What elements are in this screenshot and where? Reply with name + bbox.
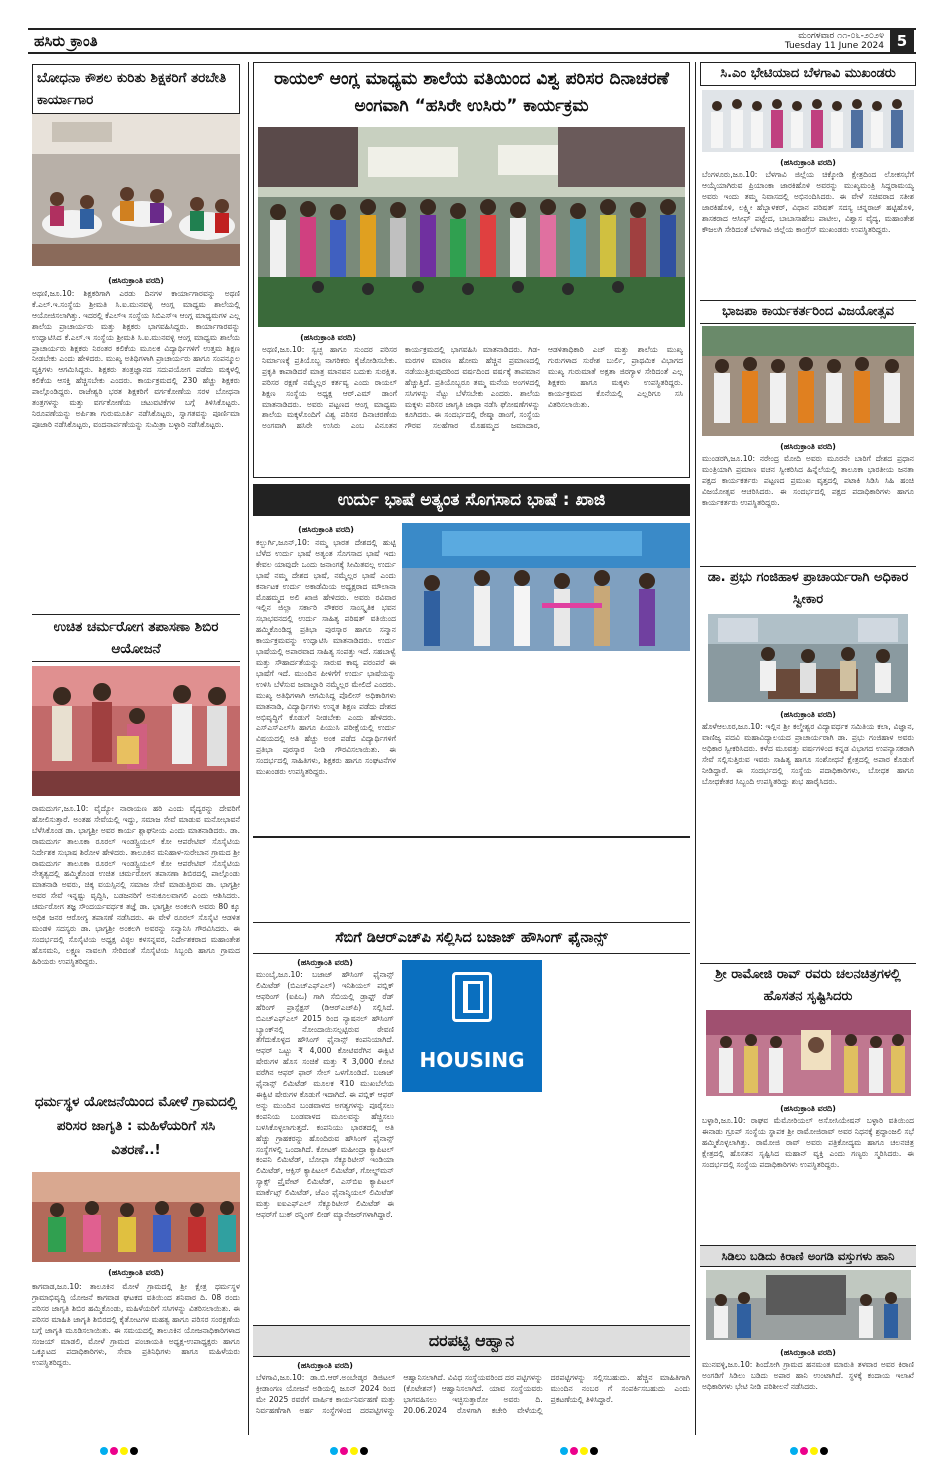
- article-body-col-b: [402, 658, 542, 828]
- tender-body: ಬೆಳಗಾವಿ,ಜೂ.10: ಡಾ.ಬಿ.ಆರ್.ಅಂಬೇಡ್ಕರ ಡಿಜಿಟಲ್ ಕ್ರೀಡಾಂಗಣ ಯೋಜನೆ ಅಡಿಯಲ್ಲಿ ಜೂನ್ 2024 ರಿಂದ ಮೇ 2025 ರವರೆಗೆ ವಾರ್ಷಿಕ ಕಾರ್ಯನಿರ್ವಹಣೆ ಮತ್ತು ನಿರ್ವಹಣೆಗಾಗಿ ಅರ್ಹ ಸಂಸ್ಥೆಗಳಿಂದ ದರಪಟ್ಟಿಗಳನ್ನು ಆಹ್ವಾನಿಸಲಾಗಿದೆ. ವಿವಿಧ ಸಂಸ್ಥೆಯವರಿಂದ ದರ ಪಟ್ಟಿಗಳನ್ನು (ಕೊಟೇಶನ್) ಆಹ್ವಾನಿಸಲಾಗಿದೆ. ಯಾವ ಸಂಸ್ಥೆಯವರು ಭಾಗವಹಿಸಲು ಇಚ್ಛಿಸುತ್ತಾರೋ ಅವರು ದಿ. 20.06.2024 ರೊಳಗಾಗಿ ಕಚೇರಿ ವೇಳೆಯಲ್ಲಿ ದರಪಟ್ಟಿಗಳನ್ನು ಸಲ್ಲಿಸಬಹುದು. ಹೆಚ್ಚಿನ ಮಾಹಿತಿಗಾಗಿ ಮುಂದಿನ ನಂಬರ ಗೆ ಸಂಪರ್ಕಿಸಬಹುದು ಎಂದು ಪ್ರಕಟಣೆಯಲ್ಲಿ ತಿಳಿಸಿದ್ದಾರೆ.: [256, 1373, 690, 1415]
- photo-sapling-distribution: [32, 1172, 240, 1262]
- article-body: ಮುಂಡರಗಿ,ಜೂ.10: ನರೇಂದ್ರ ಮೋದಿ ಅವರು ಮೂರನೇ ಬಾರಿಗೆ ದೇಶದ ಪ್ರಧಾನ ಮಂತ್ರಿಯಾಗಿ ಪ್ರಮಾಣ ವಚನ ಸ್ವೀಕರಿಸಿದ ಹಿನ್ನೆಲೆಯಲ್ಲಿ ತಾಲೂಕಾ ಭಾರತೀಯ ಜನತಾ ಪಕ್ಷದ ಕಾರ್ಯಕರ್ತರು ಪಟ್ಟಣದ ಪ್ರಮುಖ ವೃತ್ತದಲ್ಲಿ ಪಟಾಕಿ ಸಿಡಿಸಿ ಸಿಹಿ ಹಂಚಿ ವಿಜಯೋತ್ಸವ ಆಚರಿಸಿದರು. ಈ ಸಂದರ್ಭದಲ್ಲಿ ಪಕ್ಷದ ಪದಾಧಿಕಾರಿಗಳು ಹಾಗೂ ಕಾರ್ಯಕರ್ತರು ಉಪಸ್ಥಿತರಿದ್ದರು.: [702, 454, 914, 507]
- article-body: ರಾಮದುರ್ಗ,ಜೂ.10: ವೈದ್ಯೋ ನಾರಾಯಣ ಹರಿ ಎಂದು ವೈದ್ಯರನ್ನು ದೇವರಿಗೆ ಹೋಲಿಸುತ್ತಾರೆ. ಅಂತಹ ಸೇವೆಯಲ್ಲಿ ಇದ್ದು, ಸಮಾಜ ಸೇವೆ ಮಾಡುವ ಮನೋಭಾವನೆ ಬೆಳೆಸಿಕೊಂಡ ಡಾ. ಭಾಗ್ಯಶ್ರೀ ಅವರ ಕಾರ್ಯ ಶ್ಲಾಘನೀಯ ಎಂದು ಮಾತನಾಡಿದರು. ಡಾ. ರಾಮದುರ್ಗ ತಾಲೂಕಾ ರೂರಲ್ ಇಂಡಸ್ಟ್ರಿಯಲ್ ಕೋ ಆಪರೇಟಿವ್ ಸೊಸೈಟಿಯ ನಿರ್ದೇಶಕ ಸುಭಾಷ ಶಿರೋಳ ಹೇಳಿದರು. ತಾಲೂಕಿನ ಮನಿಹಾಳ-ಸುರೇಬಾನ ಗ್ರಾಮದ ಶ್ರೀ ರಾಮದುರ್ಗ ತಾಲೂಕಾ ರೂರಲ್ ಇಂಡಸ್ಟ್ರಿಯಲ್ ಕೋ ಆಪರೇಟಿವ್ ಸೊಸೈಟಿಯ ನೇತೃತ್ವದಲ್ಲಿ ಹಮ್ಮಿಕೊಂಡ ಉಚಿತ ಚರ್ಮರೋಗ ತಪಾಸಣಾ ಶಿಬಿರದಲ್ಲಿ ಪಾಲ್ಗೊಂಡು ಮಾತನಾಡಿ ಅವರು, ಚಿಕ್ಕ ವಯಸ್ಸಿನಲ್ಲಿ ಸಮಾಜ ಸೇವೆ ಮಾಡುತ್ತಿರುವ ಡಾ. ಭಾಗ್ಯಶ್ರೀ ಅವರ ಸೇವೆ ಇನ್ನಷ್ಟು ವೃದ್ಧಿಸಿ, ಬಡಜನರಿಗೆ ಅನುಕೂಲವಾಗಲಿ ಎಂದು ಆಶಿಸಿದರು. ಚರ್ಮರೋಗ ತಜ್ಞ ಸೌಂದರ್ಯವರ್ಧಕ ತಜ್ಞೆ ಡಾ. ಭಾಗ್ಯಶ್ರೀ ಅಂಕಲಗಿ ಅವರು 80 ಕ್ಕೂ ಅಧಿಕ ಜನರ ಆರೋಗ್ಯ ತಪಾಸಣೆ ನಡೆಸಿದರು. ಈ ವೇಳೆ ರೂರಲ್ ಸೊಸೈಟಿ ಆಡಳಿತ ಮಂಡಳಿ ಸದಸ್ಯರು ಡಾ. ಭಾಗ್ಯಶ್ರೀ ಅಂಕಲಗಿ ಅವರನ್ನು ಸನ್ಮಾನಿಸಿ ಗೌರವಿಸಿದರು. ಈ ಸಂದರ್ಭದಲ್ಲಿ ಸೊಸೈಟಿಯ ಅಧ್ಯಕ್ಷ ವಿಠ್ಠಲ ಕಳಸನ್ನವರ, ನಿರ್ದೇಶಕರಾದ ಮಹಾಂತೇಶ ಹೊಸಮನಿ, ಲಕ್ಷ್ಮಣ ನಾವಲಗಿ ಸೇರಿದಂತೆ ಸೊಸೈಟಿಯ ಸಿಬ್ಬಂದಿ ಹಾಗೂ ಗ್ರಾಮದ ಹಿರಿಯರು ಉಪಸ್ಥಿತರಿದ್ದರು.: [32, 804, 240, 966]
- article-royal-school: [253, 62, 690, 478]
- article-body: ಮುಂಬೈ,ಜೂ.10: ಬಜಾಜ್ ಹೌಸಿಂಗ್ ಫೈನಾನ್ಸ್ ಲಿಮಿಟೆಡ್ (ಬಿಎಚ್‌ಎಫ್‌ಎಲ್) ಇನಿಶಿಯಲ್ ಪಬ್ಲಿಕ್ ಆಫರಿಂಗ್ (ಐಪಿಒ) ಗಾಗಿ ಸೆಬಿಯಲ್ಲಿ ಡ್ರಾಫ್ಟ್ ರೆಡ್ ಹೆರಿಂಗ್ ಪ್ರಾಸ್ಪೆಕ್ಟಸ್ (ಡಿಆರ್‌ಎಚ್‌ಪಿ) ಸಲ್ಲಿಸಿದೆ. ಬಿಎಚ್‌ಎಫ್‌ಎಲ್ 2015 ರಿಂದ ನ್ಯಾಷನಲ್ ಹೌಸಿಂಗ್ ಬ್ಯಾಂಕ್‌ನಲ್ಲಿ ನೋಂದಾಯಿಸಲ್ಪಟ್ಟಿರುವ ಠೇವಣಿ ತೆಗೆದುಕೊಳ್ಳದ ಹೌಸಿಂಗ್ ಫೈನಾನ್ಸ್ ಕಂಪನಿಯಾಗಿದೆ. ಆಫರ್ ಒಟ್ಟು ₹ 4,000 ಕೋಟಿವರೆಗಿನ ಈಕ್ವಿಟಿ ಷೇರುಗಳ ಹೊಸ ಸಂಚಿಕೆ ಮತ್ತು ₹ 3,000 ಕೋಟಿ ವರೆಗಿನ ಆಫರ್ ಫಾರ್ ಸೇಲ್ ಒಳಗೊಂಡಿದೆ. ಬಜಾಜ್ ಫೈನಾನ್ಸ್ ಲಿಮಿಟೆಡ್ ಮೂಲಕ ₹10 ಮುಖಬೆಲೆಯ ಈಕ್ವಿಟಿ ಷೇರುಗಳ ಕೊಡುಗೆ ಇದಾಗಿದೆ. ಈ ಪಬ್ಲಿಕ್ ಆಫರ್ ಅನ್ನು ಮುಂದಿನ ಬಂಡವಾಳದ ಅಗತ್ಯಗಳನ್ನು ಪೂರೈಸಲು ಕಂಪನಿಯ ಬಂಡವಾಳದ ಮೂಲವನ್ನು ಹೆಚ್ಚಿಸಲು ಬಳಸಿಕೊಳ್ಳಲಾಗುತ್ತದೆ. ಕಂಪನಿಯು ಭಾರತದಲ್ಲಿ ಅತಿ ಹೆಚ್ಚು ಗ್ರಾಹಕರನ್ನು ಹೊಂದಿರುವ ಹೌಸಿಂಗ್ ಫೈನಾನ್ಸ್ ಸಂಸ್ಥೆಗಳಲ್ಲಿ ಒಂದಾಗಿದೆ. ಕೋಟಕ್ ಮಹೀಂದ್ರಾ ಕ್ಯಾಪಿಟಲ್ ಕಂಪನಿ ಲಿಮಿಟೆಡ್, ಬೋಫಾ ಸೆಕ್ಯೂರಿಟೀಸ್ ಇಂಡಿಯಾ ಲಿಮಿಟೆಡ್, ಆಕ್ಸಿಸ್ ಕ್ಯಾಪಿಟಲ್ ಲಿಮಿಟೆಡ್, ಗೋಲ್ಡ್‌ಮನ್ ಸ್ಯಾಕ್ಸ್ ಪ್ರೈವೇಟ್ ಲಿಮಿಟೆಡ್, ಎಸ್‌ಬಿಐ ಕ್ಯಾಪಿಟಲ್ ಮಾರ್ಕೆಟ್ಸ್ ಲಿಮಿಟೆಡ್, ಜೆಎಂ ಫೈನಾನ್ಶಿಯಲ್ ಲಿಮಿಟೆಡ್ ಮತ್ತು ಐಐಎಫ್‌ಎಲ್ ಸೆಕ್ಯೂರಿಟೀಸ್ ಲಿಮಿಟೆಡ್ ಈ ಆಫರ್‌ಗೆ ಬುಕ್ ರನ್ನಿಂಗ್ ಲೀಡ್ ಮ್ಯಾನೇಜರ್‌ಗಳಾಗಿದ್ದಾರೆ.: [256, 970, 394, 1219]
- credit: (ಹಸಿರುಕ್ರಾಂತಿ ವರದಿ): [780, 1104, 836, 1113]
- photo-bjp-celebration: [702, 326, 914, 436]
- photo-tribute: [706, 1010, 911, 1096]
- headline: ಉಚಿತ ಚರ್ಮರೋಗ ತಪಾಸಣಾ ಶಿಬಿರ ಆಯೋಜನೆ: [32, 614, 240, 662]
- registration-marks: [790, 1440, 830, 1450]
- article-body: ಬೆಂಗಳೂರು,ಜೂ.10: ಬೆಳಗಾವಿ ಜಿಲ್ಲೆಯ ಚಿಕ್ಕೋಡಿ ಕ್ಷೇತ್ರದಿಂದ ಲೋಕಸಭೆಗೆ ಆಯ್ಕೆಯಾಗಿರುವ ಪ್ರಿಯಾಂಕಾ ಜಾರಕಿಹೊಳಿ ಅವರನ್ನು ಮುಖ್ಯಮಂತ್ರಿ ಸಿದ್ದರಾಮಯ್ಯ ಅವರು ಇಂದು ತಮ್ಮ ನಿವಾಸದಲ್ಲಿ ಅಭಿನಂದಿಸಿದರು. ಈ ವೇಳೆ ಸಚಿವರಾದ ಸತೀಶ ಜಾರಕಿಹೊಳಿ, ಲಕ್ಷ್ಮೀ ಹೆಬ್ಬಾಳಕರ್, ವಿಧಾನ ಪರಿಷತ್ ಸದಸ್ಯ ಚನ್ನರಾಜ್ ಹಟ್ಟಿಹೊಳಿ, ಶಾಸಕರಾದ ಆಸೀಫ್ ಪಟ್ಟೇದ, ಬಾಬಾಸಾಹೇಬ ಪಾಟೀಲ, ವಿಶ್ವಾಸ ವೈದ್ಯ, ಮಹಾಂತೇಶ ಕೌಜಲಗಿ ಸೇರಿದಂತೆ ಬೆಳಗಾವಿ ಜಿಲ್ಲೆಯ ಕಾಂಗ್ರೆಸ್ ಮುಖಂಡರು ಉಪಸ್ಥಿತರಿದ್ದರು.: [702, 170, 914, 234]
- credit: (ಹಸಿರುಕ್ರಾಂತಿ ವರದಿ): [300, 333, 356, 342]
- article-teacher-training: [28, 62, 244, 507]
- article-body: ಕಾಗವಾಡ,ಜೂ.10: ತಾಲೂಕಿನ ಮೋಳೆ ಗ್ರಾಮದಲ್ಲಿ ಶ್ರೀ ಕ್ಷೇತ್ರ ಧರ್ಮಸ್ಥಳ ಗ್ರಾಮಾಭಿವೃದ್ಧಿ ಯೋಜನೆ ಕಾಗವಾಡ ಘಟಕದ ವತಿಯಿಂದ ಶನಿವಾರ ದಿ. 08 ರಂದು ಪರಿಸರ ಜಾಗೃತಿ ಶಿಬಿರ ಹಮ್ಮಿಕೊಂಡು, ಮಹಿಳೆಯರಿಗೆ ಸಸಿಗಳನ್ನು ವಿತರಿಸಲಾಯಿತು. ಈ ಪರಿಸರ ಮಾಹಿತಿ ಜಾಗೃತಿ ಶಿಬಿರದಲ್ಲಿ ಕೈತೋಟಗಳ ಮಹತ್ವ ಹಾಗೂ ಪರಿಸರ ಸಂರಕ್ಷಣೆಯ ಬಗ್ಗೆ ಜಾಗೃತಿ ಮೂಡಿಸಲಾಯಿತು. ಈ ಸಮಯದಲ್ಲಿ ತಾಲೂಕಿನ ಯೋಜನಾಧಿಕಾರಿಗಳಾದ ಸಂಜಯ್ ಮಾಡಲಿ, ಮೋಳೆ ಗ್ರಾಮದ ಪಂಚಾಯತಿ ಅಧ್ಯಕ್ಷ-ಉಪಾಧ್ಯಕ್ಷರು ಹಾಗೂ ಒಕ್ಕೂಟದ ಪದಾಧಿಕಾರಿಗಳು, ಸೇವಾ ಪ್ರತಿನಿಧಿಗಳು ಹಾಗೂ ಮಹಿಳೆಯರು ಉಪಸ್ಥಿತರಿದ್ದರು.: [32, 1282, 240, 1368]
- credit: (ಹಸಿರುಕ್ರಾಂತಿ ವರದಿ): [108, 276, 164, 285]
- headline: ಧರ್ಮಸ್ಥಳ ಯೋಜನೆಯಿಂದ ಮೋಳೆ ಗ್ರಾಮದಲ್ಲಿ ಪರಿಸರ ಜಾಗೃತಿ : ಮಹಿಳೆಯರಿಗೆ ಸಸಿ ವಿತರಣೆ..!: [34, 1094, 238, 1158]
- photo-environment-rally: [258, 127, 685, 327]
- credit: (ಹಸಿರುಕ್ರಾಂತಿ ವರದಿ): [297, 1361, 353, 1370]
- article-skin-camp: [28, 614, 244, 1054]
- date-english: Tuesday 11 June 2024: [784, 41, 884, 51]
- date-line: [785, 31, 884, 51]
- headline-banner: ಉರ್ದು ಭಾಷೆ ಅತ್ಯಂತ ಸೊಗಸಾದ ಭಾಷೆ : ಖಾಜಿ: [253, 484, 690, 516]
- article-dharmasthala: [28, 1090, 244, 1435]
- credit: (ಹಸಿರುಕ್ರಾಂತಿ ವರದಿ): [780, 158, 836, 167]
- column-rule: [248, 62, 249, 1435]
- photo-training-hall: [32, 114, 240, 266]
- credit: (ಹಸಿರುಕ್ರಾಂತಿ ವರದಿ): [780, 1348, 836, 1357]
- paper-name: ಹಸಿರು ಕ್ರಾಂತಿ: [34, 32, 98, 50]
- divider: [253, 836, 690, 838]
- registration-marks: [330, 1440, 370, 1450]
- credit: (ಹಸಿರುಕ್ರಾಂತಿ ವರದಿ): [298, 525, 354, 534]
- photo-urdu-event: [402, 523, 690, 651]
- credit: (ಹಸಿರುಕ್ರಾಂತಿ ವರದಿ): [780, 442, 836, 451]
- credit: (ಹಸಿರುಕ್ರಾಂತಿ ವರದಿ): [108, 1268, 164, 1277]
- headline-cm-meet: ಸಿ.ಎಂ ಭೇಟಿಯಾದ ಬೆಳಗಾವಿ ಮುಖಂಡರು: [700, 62, 916, 86]
- photo-cm-meet: [702, 90, 914, 152]
- article-body: ಬಳ್ಳಾರಿ,ಜೂ.10: ರಾಘವ ಮೆಮೋರಿಯಲ್ ಅಸೋಸಿಯೇಷನ್ ಬಳ್ಳಾರಿ ವತಿಯಿಂದ ಈನಾಡು ಗ್ರೂಪ್ ಸಂಸ್ಥೆಯ ಸ್ಥಾಪಕ ಶ್ರೀ ರಾಮೋಜಿರಾವ್ ಅವರ ನಿಧನಕ್ಕೆ ಶ್ರದ್ಧಾಂಜಲಿ ಸಭೆ ಹಮ್ಮಿಕೊಳ್ಳಲಾಗಿತ್ತು. ರಾಮೋಜಿ ರಾವ್ ಅವರು ಪತ್ರಿಕೋದ್ಯಮ ಹಾಗೂ ಚಲನಚಿತ್ರ ಕ್ಷೇತ್ರದಲ್ಲಿ ಹೊಸತನ ಸೃಷ್ಟಿಸಿದ ಮಹಾನ್ ವ್ಯಕ್ತಿ ಎಂದು ಗಣ್ಯರು ಸ್ಮರಿಸಿದರು. ಈ ಸಂದರ್ಭದಲ್ಲಿ ಸಂಸ್ಥೆಯ ಪದಾಧಿಕಾರಿಗಳು ಉಪಸ್ಥಿತರಿದ್ದರು.: [702, 1116, 914, 1169]
- headline: ಸೆಬಿಗೆ ಡಿಆರ್‌ಎಚ್‌ಪಿ ಸಲ್ಲಿಸಿದ ಬಜಾಜ್ ಹೌಸಿಂಗ್ ಫೈನಾನ್ಸ್: [253, 922, 690, 954]
- article-body: ಹೊಳೆಆಲೂರ,ಜೂ.10: ಇಲ್ಲಿನ ಶ್ರೀ ಕಲ್ಮೇಶ್ವರ ವಿದ್ಯಾವರ್ಧಕ ಸಮಿತಿಯ ಕಲಾ, ವಿಜ್ಞಾನ, ವಾಣಿಜ್ಯ ಪದವಿ ಮಹಾವಿದ್ಯಾಲಯದ ಪ್ರಾಚಾರ್ಯರಾಗಿ ಡಾ. ಪ್ರಭು ಗಂಜಿಹಾಳ ಅವರು ಅಧಿಕಾರ ಸ್ವೀಕರಿಸಿದರು. ಕಳೆದ ಮೂವತ್ತು ವರ್ಷಗಳಿಂದ ಕನ್ನಡ ವಿಭಾಗದ ಉಪನ್ಯಾಸಕರಾಗಿ ಸೇವೆ ಸಲ್ಲಿಸುತ್ತಿರುವ ಇವರು ಸಾಹಿತ್ಯ ಹಾಗೂ ಸಂಶೋಧನೆ ಕ್ಷೇತ್ರದಲ್ಲಿ ಅಪಾರ ಕೊಡುಗೆ ನೀಡಿದ್ದಾರೆ. ಈ ಸಂದರ್ಭದಲ್ಲಿ ಸಂಸ್ಥೆಯ ಪದಾಧಿಕಾರಿಗಳು, ಬೋಧಕ ಹಾಗೂ ಬೋಧಕೇತರ ಸಿಬ್ಬಂದಿ ಉಪಸ್ಥಿತರಿದ್ದು ಶುಭ ಹಾರೈಸಿದರು.: [702, 722, 914, 786]
- article-body: ಅಥಣಿ,ಜೂ.10: ಸ್ವಚ್ಛ ಹಾಗೂ ಸುಂದರ ಪರಿಸರ ನಿರ್ಮಾಣಕ್ಕೆ ಪ್ರತಿಯೊಬ್ಬ ನಾಗರಿಕರು ಕೈಜೋಡಿಸಬೇಕು. ಪ್ರಕೃತಿ ಕಾಪಾಡಿದರೆ ಮಾತ್ರ ಮಾನವನ ಬದುಕು ಸುರಕ್ಷಿತ. ಪರಿಸರ ರಕ್ಷಣೆ ನಮ್ಮೆಲ್ಲರ ಕರ್ತವ್ಯ ಎಂದು ರಾಯಲ್ ಶಿಕ್ಷಣ ಸಂಸ್ಥೆಯ ಅಧ್ಯಕ್ಷ ಆರ್.ಎಮ್ ಡಾಂಗೆ ಮಾತನಾಡಿದರು. ಅವರು ಪಟ್ಟಣದ ಆಂಗ್ಲ ಮಾಧ್ಯಮ ಶಾಲೆಯ ಮಕ್ಕಳೊಂದಿಗೆ ವಿಶ್ವ ಪರಿಸರ ದಿನಾಚರಣೆಯ ಅಂಗವಾಗಿ ಹಸಿರೇ ಉಸಿರು ಎಂಬ ವಿನೂತನ ಕಾರ್ಯಕ್ರಮದಲ್ಲಿ ಭಾಗವಹಿಸಿ ಮಾತನಾಡಿದರು. ಗಿಡ-ಮರಗಳ ಮಾರಣ ಹೋಮ ಹೆಚ್ಚಿನ ಪ್ರಮಾಣದಲ್ಲಿ ನಡೆಯುತ್ತಿರುವುದರಿಂದ ವರ್ಷದಿಂದ ವರ್ಷಕ್ಕೆ ತಾಪಮಾನ ಹೆಚ್ಚುತ್ತಿದೆ. ಪ್ರತಿಯೊಬ್ಬರೂ ತಮ್ಮ ಮನೆಯ ಅಂಗಳದಲ್ಲಿ ಸಸಿಗಳನ್ನು ನೆಟ್ಟು ಬೆಳೆಸಬೇಕು ಎಂದರು. ಶಾಲೆಯ ಮಕ್ಕಳು ಪರಿಸರ ಜಾಗೃತಿ ಜಾಥಾ ನಡೆಸಿ ಘೋಷಣೆಗಳನ್ನು ಕೂಗಿದರು. ಈ ಸಂದರ್ಭದಲ್ಲಿ ರೇಷ್ಮಾ ಡಾಂಗೆ, ಸಂಸ್ಥೆಯ ಗೌರವ ಸಲಹೆಗಾರ ಮೊಹಮ್ಮದ ಜಮಾದಾರ, ಆಡಳಿತಾಧಿಕಾರಿ ಎಚ್ ಮತ್ತು ಶಾಲೆಯ ಮುಖ್ಯ ಗುರುಗಳಾದ ಸುರೇಶ ಬುರ್ಲಿ, ಪ್ರಾಥಮಿಕ ವಿಭಾಗದ ಮುಖ್ಯ ಗುರುಮಾತೆ ಅಕ್ಷತಾ ಜಿರಗ್ಯಾಳ ಸೇರಿದಂತೆ ಎಲ್ಲ ಶಿಕ್ಷಕರು ಹಾಗೂ ಮಕ್ಕಳು ಉಪಸ್ಥಿತರಿದ್ದರು. ಕಾರ್ಯಕ್ರಮದ ಕೊನೆಯಲ್ಲಿ ಎಲ್ಲರಿಗೂ ಸಸಿ ವಿತರಿಸಲಾಯಿತು.: [262, 345, 683, 431]
- headline-lightning: ಸಿಡಿಲು ಬಡಿದು ಕಿರಾಣಿ ಅಂಗಡಿ ವಸ್ತುಗಳು ಹಾನಿ: [700, 1245, 916, 1267]
- photo-principal-charge: [708, 614, 908, 702]
- headline-ramoji-rao: ಶ್ರೀ ರಾಮೋಜಿ ರಾವ್ ರವರು ಚಲನಚಿತ್ರಗಳಲ್ಲಿ ಹೊಸತನ ಸೃಷ್ಟಿಸಿದರು: [700, 963, 916, 1008]
- date-kannada: ಮಂಗಳವಾರ ೧೧-೦೬-೨೦೨೪: [798, 31, 884, 41]
- article-body-col-c: [548, 658, 690, 828]
- photo-felicitation: [32, 666, 240, 796]
- headline-principal: ಡಾ. ಪ್ರಭು ಗಂಜಿಹಾಳ ಪ್ರಾಚಾರ್ಯರಾಗಿ ಅಧಿಕಾರ ಸ್ವೀಕಾರ: [700, 566, 916, 611]
- masthead: [28, 28, 916, 54]
- article-body-col-a: ಕಲ್ಬುರ್ಗಿ,ಜೂನ್,10: ನಮ್ಮ ಭಾರತ ದೇಶದಲ್ಲಿ ಹುಟ್ಟಿ ಬೆಳೆದ ಉರ್ದು ಭಾಷೆ ಅತ್ಯಂತ ಸೊಗಸಾದ ಭಾಷೆ ಇದು ಕೇವಲ ಯಾವುದೇ ಒಂದು ಜನಾಂಗಕ್ಕೆ ಸೀಮಿತವಲ್ಲ ಉರ್ದು ಭಾಷೆ ನಮ್ಮ ದೇಶದ ಭಾಷೆ, ನಮ್ಮೆಲ್ಲರ ಭಾಷೆ ಎಂದು ಕರ್ನಾಟಕ ಉರ್ದು ಅಕಾಡೆಮಿಯ ಅಧ್ಯಕ್ಷರಾದ ಮೌಲಾನಾ ಮೊಹಮ್ಮದ ಅಲಿ ಖಾಜಿ ಹೇಳಿದರು. ಅವರು ರವಿವಾರ ಇಲ್ಲಿನ ಜಿಲ್ಲಾ ಸರ್ಕಾರಿ ನೌಕರರ ಸಾಂಸ್ಕೃತಿಕ ಭವನ ಸಭಾಭವನದಲ್ಲಿ ಉರ್ದು ಸಾಹಿತ್ಯ ಪರಿಷತ್ ವತಿಯಿಂದ ಹಮ್ಮಿಕೊಂಡಿದ್ದ ಪ್ರತಿಭಾ ಪುರಸ್ಕಾರ ಹಾಗೂ ಸನ್ಮಾನ ಕಾರ್ಯಕ್ರಮವನ್ನು ಉದ್ಘಾಟಿಸಿ ಮಾತನಾಡಿದರು. ಉರ್ದು ಭಾಷೆಯಲ್ಲಿ ಅಪಾರವಾದ ಸಾಹಿತ್ಯ ಸಂಪತ್ತು ಇದೆ. ಸಹಬಾಳ್ವೆ ಮತ್ತು ಸೌಹಾರ್ದತೆಯನ್ನು ಸಾರುವ ಕಾವ್ಯ ಪರಂಪರೆ ಈ ಭಾಷೆಗೆ ಇದೆ. ಮುಂದಿನ ಪೀಳಿಗೆಗೆ ಉರ್ದು ಭಾಷೆಯನ್ನು ಉಳಿಸಿ ಬೆಳೆಸುವ ಜವಾಬ್ದಾರಿ ನಮ್ಮೆಲ್ಲರ ಮೇಲಿದೆ ಎಂದರು. ಮುಖ್ಯ ಅತಿಥಿಗಳಾಗಿ ಆಗಮಿಸಿದ್ದ ಪೊಲೀಸ್ ಅಧಿಕಾರಿಗಳು ಮಾತನಾಡಿ, ವಿದ್ಯಾರ್ಥಿಗಳು ಉನ್ನತ ಶಿಕ್ಷಣ ಪಡೆದು ದೇಶದ ಅಭಿವೃದ್ಧಿಗೆ ಕೊಡುಗೆ ನೀಡಬೇಕು ಎಂದು ಹೇಳಿದರು. ಎಸ್ಎಸ್ಎಲ್‌ಸಿ ಹಾಗೂ ಪಿಯುಸಿ ಪರೀಕ್ಷೆಯಲ್ಲಿ ಉರ್ದು ವಿಷಯದಲ್ಲಿ ಅತಿ ಹೆಚ್ಚು ಅಂಕ ಪಡೆದ ವಿದ್ಯಾರ್ಥಿಗಳಿಗೆ ಪ್ರತಿಭಾ ಪುರಸ್ಕಾರ ನೀಡಿ ಗೌರವಿಸಲಾಯಿತು. ಈ ಸಂದರ್ಭದಲ್ಲಿ ಸಾಹಿತಿಗಳು, ಶಿಕ್ಷಕರು ಹಾಗೂ ಸಂಘಟನೆಗಳ ಮುಖಂಡರು ಉಪಸ್ಥಿತರಿದ್ದರು.: [256, 538, 396, 777]
- logo-text: HOUSING: [419, 1048, 525, 1072]
- logo-mark-icon: [452, 972, 492, 1022]
- headline: ಬೋಧನಾ ಕೌಶಲ ಕುರಿತು ಶಿಕ್ಷಕರಿಗೆ ತರಬೇತಿ ಕಾರ್ಯಾಗಾರ: [32, 64, 240, 114]
- article-body-col-c: [548, 1100, 690, 1318]
- page-number: 5: [890, 30, 914, 52]
- headline: ರಾಯಲ್ ಆಂಗ್ಲ ಮಾಧ್ಯಮ ಶಾಲೆಯ ವತಿಯಿಂದ ವಿಶ್ವ ಪರಿಸರ ದಿನಾಚರಣೆ ಅಂಗವಾಗಿ “ಹಸಿರೇ ಉಸಿರು” ಕಾರ್ಯಕ್ರಮ: [274, 69, 669, 116]
- bajaj-housing-logo: [402, 960, 542, 1092]
- credit: (ಹಸಿರುಕ್ರಾಂತಿ ವರದಿ): [780, 710, 836, 719]
- registration-marks: [100, 1440, 140, 1450]
- article-body: ಅಥಣಿ,ಜೂ.10: ಶಿಕ್ಷಕರಿಗಾಗಿ ಎರಡು ದಿನಗಳ ಕಾರ್ಯಾಗಾರವನ್ನು ಅಥಣಿ ಕೆ.ಎಲ್.ಇ.ಸಂಸ್ಥೆಯ ಶ್ರೀಮತಿ ಸಿ.ಐ.ಮುನವಳ್ಳಿ ಆಂಗ್ಲ ಮಾಧ್ಯಮ ಶಾಲೆಯಲ್ಲಿ ಆಯೋಜಿಸಲಾಗಿತ್ತು. ಇದರಲ್ಲಿ ಕೆಎಲ್ಇ ಸಂಸ್ಥೆಯ ಸಿಬಿಎಸ್ಇ ಆಂಗ್ಲ ಮಾಧ್ಯಮಗಳ ಎಲ್ಲ ಶಾಲೆಯ ಪ್ರಾಚಾರ್ಯರು ಮತ್ತು ಶಿಕ್ಷಕರು ಭಾಗವಹಿಸಿದ್ದರು. ಕಾರ್ಯಾಗಾರವನ್ನು ಉದ್ಘಾಟಿಸಿದ ಕೆ.ಎಲ್.ಇ ಸಂಸ್ಥೆಯ ಶ್ರೀಮತಿ ಸಿ.ಐ.ಮುನವಳ್ಳಿ ಆಂಗ್ಲ ಮಾಧ್ಯಮ ಶಾಲೆಯ ಪ್ರಾಚಾರ್ಯರು ಶಿಕ್ಷಕರು ನಿರಂತರ ಕಲಿಕೆಯ ಮೂಲಕ ವಿದ್ಯಾರ್ಥಿಗಳಿಗೆ ಉತ್ತಮ ಶಿಕ್ಷಣ ನೀಡಬೇಕು ಎಂದು ಹೇಳಿದರು. ಮುಖ್ಯ ಅತಿಥಿಗಳಾಗಿ ಪ್ರಾಚಾರ್ಯರು ಹಾಗೂ ಸಂಪನ್ಮೂಲ ವ್ಯಕ್ತಿಗಳು ಆಗಮಿಸಿದ್ದರು. ಶಿಕ್ಷಕರು ತಂತ್ರಜ್ಞಾನದ ಸದುಪಯೋಗ ಪಡೆದು ಮಕ್ಕಳಲ್ಲಿ ಕಲಿಕೆಯ ಆಸಕ್ತಿ ಹೆಚ್ಚಿಸಬೇಕು ಎಂದರು. ಕಾರ್ಯಕ್ರಮದಲ್ಲಿ 230 ಹೆಚ್ಚು ಶಿಕ್ಷಕರು ಪಾಲ್ಗೊಂಡಿದ್ದರು. ರಾಜೇಶ್ವರಿ ಭರತ ಶಿಕ್ಷಕರಿಗೆ ವರ್ಗಕೋಣೆಯ ಸರಳ ಬೋಧನಾ ತಂತ್ರಗಳನ್ನು ಮತ್ತು ವರ್ಗಕೋಣೆಯ ಚಟುವಟಿಕೆಗಳ ಬಗ್ಗೆ ತಿಳಿಸಿಕೊಟ್ಟರು. ನಿರೂಪಣೆಯನ್ನು ಅರ್ಪಿತಾ ಗುರುಮೂರ್ತಿ ನಡೆಸಿಕೊಟ್ಟರು, ಸ್ವಾಗತವನ್ನು ಪೂರ್ಣಿಮಾ ಪೂಜಾರಿ ನಡೆಸಿಕೊಟ್ಟರು, ವಂದನಾರ್ಪಣೆಯನ್ನು ಸುಮಿತ್ರಾ ಬಳ್ಳಾರಿ ನಡೆಸಿಕೊಟ್ಟರು.: [32, 289, 240, 429]
- article-body: ಮುನವಳ್ಳಿ,ಜೂ.10: ಶಿಂದೋಗಿ ಗ್ರಾಮದ ಹನಮಂತ ಮಾರುತಿ ತಳವಾರ ಅವರ ಕಿರಾಣಿ ಅಂಗಡಿಗೆ ಸಿಡಿಲು ಬಡಿದು ಅಪಾರ ಹಾನಿ ಉಂಟಾಗಿದೆ. ಸ್ಥಳಕ್ಕೆ ಕಂದಾಯ ಇಲಾಖೆ ಅಧಿಕಾರಿಗಳು ಭೇಟಿ ನೀಡಿ ಪರಿಶೀಲನೆ ನಡೆಸಿದರು.: [702, 1360, 914, 1391]
- tender-headline: ದರಪಟ್ಟಿ ಆಹ್ವಾನ: [253, 1325, 690, 1357]
- credit: (ಹಸಿರುಕ್ರಾಂತಿ ವರದಿ): [297, 958, 353, 967]
- headline-bjp-celebration: ಭಾಜಪಾ ಕಾರ್ಯಕರ್ತರಿಂದ ವಿಜಯೋತ್ಸವ: [700, 300, 916, 324]
- article-body-col-b: [402, 1100, 542, 1318]
- registration-marks: [560, 1440, 600, 1450]
- column-rule: [695, 62, 696, 1435]
- photo-damaged-shop: [706, 1270, 911, 1340]
